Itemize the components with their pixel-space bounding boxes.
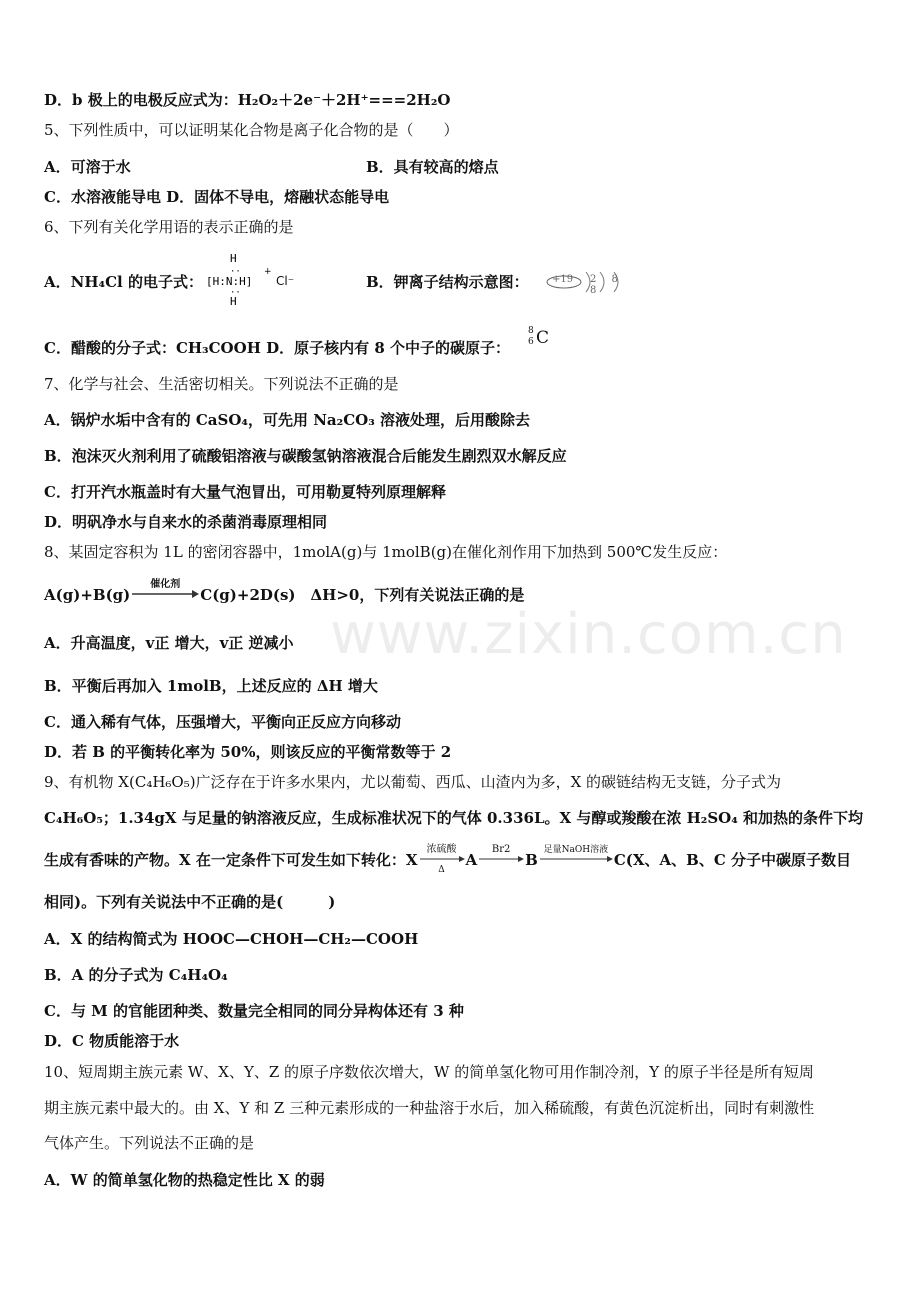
reagent-conc-sulfuric: 浓硫酸 <box>426 844 457 855</box>
svg-text:··: ·· <box>230 267 241 277</box>
q5-option-cd: C．水溶液能导电 D．固体不导电，熔融状态能导电 <box>44 188 390 206</box>
q8-option-c: C．通入稀有气体，压强增大，平衡向正反应方向移动 <box>44 713 401 731</box>
catalyst-arrow <box>130 579 200 605</box>
transform-intro: 生成有香味的产物。X 在一定条件下可发生如下转化：X <box>44 851 418 869</box>
reagent-heat: Δ <box>438 865 445 875</box>
question-9-line1: 9、有机物 X(C₄H₆O₅)广泛存在于许多水果内，尤以葡萄、西瓜、山渣内为多，X 的碳链结构无支链，分子式为 <box>44 773 782 791</box>
reagent-naoh: 足量NaOH溶液 <box>543 845 609 855</box>
compound-b: B <box>525 851 538 869</box>
nucleus-charge: +19 <box>552 274 574 285</box>
q7-option-c: C．打开汽水瓶盖时有大量气泡冒出，可用勒夏特列原理解释 <box>44 483 446 501</box>
q5-option-b: B．具有较高的熔点 <box>366 158 499 176</box>
q7-option-b: B．泡沫灭火剂利用了硫酸铝溶液与碳酸氢钠溶液混合后能发生剧烈双水解反应 <box>44 447 567 465</box>
q8-option-b: B．平衡后再加入 1molB，上述反应的 ΔH 增大 <box>44 677 378 695</box>
equation-products: C(g)+2D(s) ΔH>0，下列有关说法正确的是 <box>200 586 525 604</box>
watermark: www.zixin.com.cn <box>330 602 847 667</box>
option-d-electrode: D．b 极上的电极反应式为：H₂O₂＋2e⁻＋2H⁺===2H₂O <box>44 91 451 109</box>
arrow-conc-sulfuric <box>418 844 466 875</box>
question-5: 5、下列性质中，可以证明某化合物是离子化合物的是（ ） <box>44 121 459 139</box>
reagent-br2: Br2 <box>491 844 511 855</box>
catalyst-label: 催化剂 <box>150 579 181 590</box>
question-9-line4: 相同)。下列有关说法中不正确的是( ) <box>44 893 336 911</box>
carbon-nuclide <box>528 326 558 354</box>
transform-tail: C(X、A、B、C 分子中碳原子数目 <box>613 851 851 869</box>
q7-option-d: D．明矾净水与自来水的杀菌消毒原理相同 <box>44 513 328 531</box>
q6-option-a: A．NH₄Cl 的电子式： <box>44 273 203 291</box>
q9-option-c: C．与 M 的官能团种类、数量完全相同的同分异构体还有 3 种 <box>44 1002 464 1020</box>
svg-text:··: ·· <box>230 288 241 298</box>
nh4cl-electron-formula <box>198 252 308 306</box>
potassium-ion-diagram <box>544 268 634 296</box>
arrow-naoh <box>538 845 614 870</box>
q6-option-b: B．钾离子结构示意图： <box>366 273 529 291</box>
arrow-br2 <box>477 844 525 870</box>
electron-shells: 2 8 8 <box>590 274 624 296</box>
svg-text:H: H <box>230 295 237 306</box>
q5-option-a: A．可溶于水 <box>44 158 131 176</box>
atomic-number: 6 <box>528 337 534 347</box>
compound-a: A <box>465 851 478 869</box>
element-symbol: C <box>536 328 550 348</box>
question-10-line3: 气体产生。下列说法不正确的是 <box>44 1134 255 1152</box>
q10-option-a: A．W 的简单氢化物的热稳定性比 X 的弱 <box>44 1171 325 1189</box>
question-6: 6、下列有关化学用语的表示正确的是 <box>44 218 294 236</box>
q9-option-a: A．X 的结构简式为 HOOC—CHOH—CH₂—COOH <box>44 930 419 948</box>
question-10-line2: 期主族元素中最大的。由 X、Y 和 Z 三种元素形成的一种盐溶于水后，加入稀硫酸，有黄色沉淀析出，同时有刺激性 <box>44 1099 815 1117</box>
q8-option-a: A．升高温度，v正 增大，v正 逆减小 <box>44 634 294 652</box>
svg-text:[H:N:H]: [H:N:H] <box>206 275 253 288</box>
q8-option-d: D．若 B 的平衡转化率为 50%，则该反应的平衡常数等于 2 <box>44 743 452 761</box>
q9-option-d: D．C 物质能溶于水 <box>44 1032 180 1050</box>
question-8: 8、某固定容积为 1L 的密闭容器中，1molA(g)与 1molB(g)在催化剂作用下加热到 500℃发生反应： <box>44 543 728 561</box>
q7-option-a: A．锅炉水垢中含有的 CaSO₄，可先用 Na₂CO₃ 溶液处理，后用酸除去 <box>44 411 531 429</box>
chloride-anion: Cl⁻ <box>276 274 295 288</box>
q9-option-b: B．A 的分子式为 C₄H₄O₄ <box>44 966 228 984</box>
question-9-line2: C₄H₆O₅；1.34gX 与足量的钠溶液反应，生成标准状况下的气体 0.336L。X 与醇或羧酸在浓 H₂SO₄ 和加热的条件下均 <box>44 809 864 827</box>
svg-text:+: + <box>264 267 272 277</box>
question-9-line3 <box>44 844 851 875</box>
q6-option-cd: C．醋酸的分子式：CH₃COOH D．原子核内有 8 个中子的碳原子： <box>44 339 510 357</box>
q8-equation <box>44 579 525 605</box>
question-10-line1: 10、短周期主族元素 W、X、Y、Z 的原子序数依次增大，W 的简单氢化物可用作制冷剂，Y 的原子半径是所有短周 <box>44 1063 814 1081</box>
svg-text:H: H <box>230 252 237 265</box>
equation-reactants: A(g)+B(g) <box>44 586 131 604</box>
question-7: 7、化学与社会、生活密切相关。下列说法不正确的是 <box>44 375 399 393</box>
mass-number: 8 <box>528 326 534 336</box>
